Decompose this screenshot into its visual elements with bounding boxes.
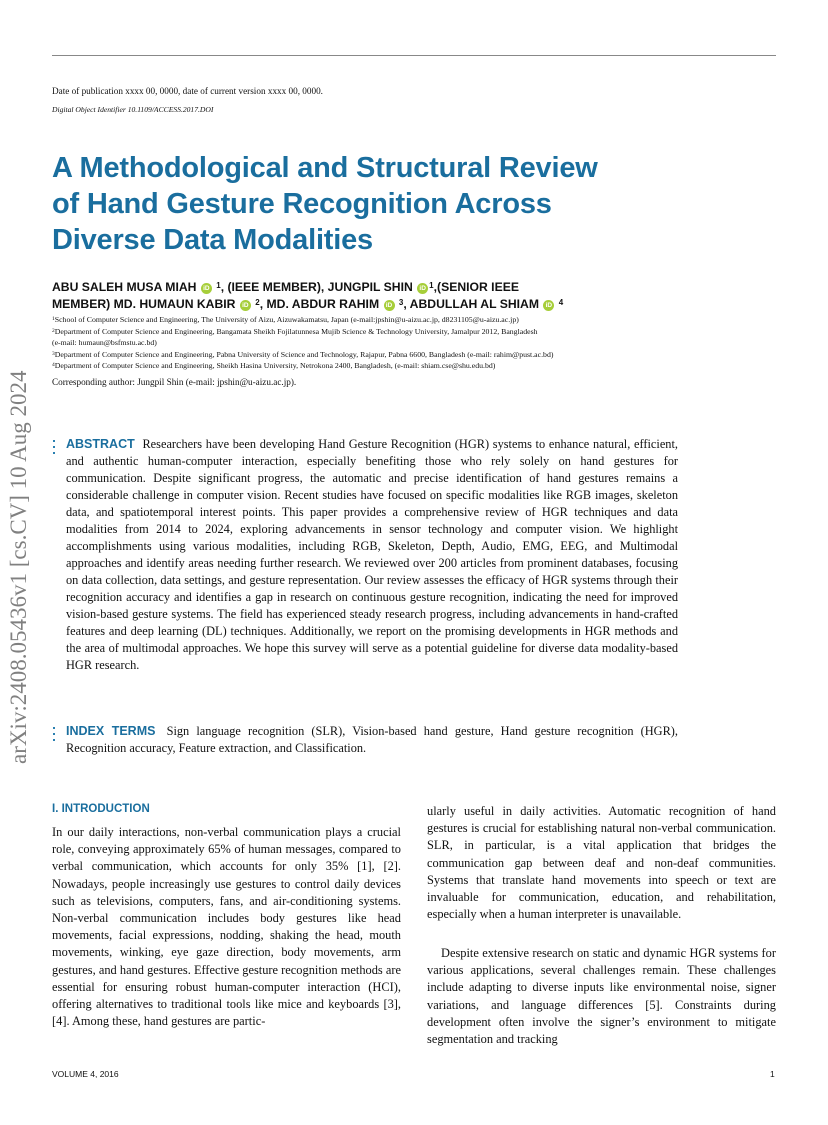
affiliation-num: 1	[52, 316, 55, 322]
author-name: , (IEEE MEMBER), JUNGPIL SHIN	[220, 280, 413, 294]
affiliation-2-cont: (e-mail: humaun@bsfmstu.ac.bd)	[52, 338, 157, 347]
affiliation-1	[52, 314, 776, 326]
orcid-icon[interactable]: iD	[543, 300, 554, 311]
orcid-icon[interactable]: iD	[417, 283, 428, 294]
author-list	[52, 279, 776, 313]
title-line-1: A Methodological and Structural Review	[52, 152, 598, 184]
affiliation-num: 3	[52, 350, 55, 357]
affiliation-3	[52, 349, 776, 361]
author-sup: 2	[255, 298, 260, 307]
abstract-dots	[53, 440, 56, 458]
footer-page-number: 1	[770, 1069, 775, 1079]
author-name: MEMBER) MD. HUMAUN KABIR	[52, 297, 236, 311]
intro-column-2-para-2: Despite extensive research on static and dynamic HGR systems for various applications, several challenges remain. These challenges include adapting to diverse inputs like environmental noise, signer variations, and language differences [5]. Constraints during development often involve the signer’s environment to mitigate segmentation and tracking	[427, 946, 776, 1047]
affiliation-num: 4	[52, 362, 55, 368]
orcid-icon[interactable]: iD	[240, 300, 251, 311]
orcid-icon[interactable]: iD	[384, 300, 395, 311]
intro-column-1: In our daily interactions, non-verbal communication plays a crucial role, conveying approximately 65% of human messages, compared to verbal communication, which accounts for only 35% [1], [2]. Nowadays, people increasingly use gestures to control daily devices such as televisions, computers, fans, and air-conditioning systems. Non-verbal communication includes body gestures like head movements, facial expressions, nodding, shaking the head, mouth movements, winking, eye gaze direction, body movements, arm gestures, and hand gestures. Effective gesture recognition methods are essential for ensuring robust human-computer interaction (HCI), offering alternatives to traditional tools like mice and keyboards [3], [4]. Among these, hand gestures are partic-	[52, 825, 401, 1029]
paper-title	[52, 150, 752, 258]
title-line-3: Diverse Data Modalities	[52, 224, 373, 256]
abstract	[66, 436, 678, 674]
abstract-label: ABSTRACT	[66, 437, 135, 451]
author-sup: 3	[398, 298, 404, 307]
intro-column-2-para-1: ularly useful in daily activities. Automatic recognition of hand gestures is crucial for establishing natural non-verbal communication. SLR, in particular, is a vital application that bridges the communication gap between deaf and non-deaf communities. Systems that translate hand movements into speech or text are invaluable for communication, education, and rehabilitation, especially when a human interpreter is unavailable.	[427, 804, 776, 922]
affiliation-text: Department of Computer Science and Engineering, Pabna University of Science and Technology, Rajapur, Pabna 6600, Bangladesh (e-mail: rahim@pust.ac.bd)	[54, 349, 554, 359]
author-name: ,(SENIOR IEEE	[433, 280, 519, 294]
affiliation-4	[52, 360, 776, 372]
header-rule	[52, 55, 776, 56]
index-dots	[53, 727, 56, 745]
affiliation-text: Department of Computer Science and Engineering, Sheikh Hasina University, Netrokona 2400, Bangladesh, (e-mail: shiam.cse@shu.edu.bd)	[54, 361, 496, 370]
affiliations	[52, 314, 776, 372]
orcid-icon[interactable]: iD	[201, 283, 212, 294]
author-name: , ABDULLAH AL SHIAM	[403, 297, 539, 311]
index-terms-text: Sign language recognition (SLR), Vision-based hand gesture, Hand gesture recognition (HGR), Recognition accuracy, Feature extraction, and Classification.	[66, 724, 678, 755]
corresponding-author: Corresponding author: Jungpil Shin (e-mail: jpshin@u-aizu.ac.jp).	[52, 377, 297, 387]
affiliation-num: 2	[52, 327, 55, 334]
author-name: ABU SALEH MUSA MIAH	[52, 280, 197, 294]
affiliation-text: Department of Computer Science and Engineering, Bangamata Sheikh Fojilatunnesa Mujib Science & Technology University, Jamalpur 2012, Bangladesh	[54, 326, 538, 336]
index-terms-label: INDEX TERMS	[66, 724, 156, 738]
doi-line: Digital Object Identifier 10.1109/ACCESS.2017.DOI	[52, 105, 214, 114]
footer-volume: VOLUME 4, 2016	[52, 1069, 119, 1079]
section-heading-introduction: I. INTRODUCTION	[52, 803, 150, 815]
affiliation-text: School of Computer Science and Engineering, The University of Aizu, Aizuwakamatsu, Japan (e-mail:jpshin@u-aizu.ac.jp, d8231105@u-aizu.ac.jp)	[54, 315, 519, 324]
publication-date: Date of publication xxxx 00, 0000, date of current version xxxx 00, 0000.	[52, 86, 323, 96]
author-sup: 4	[558, 298, 564, 307]
arxiv-stamp-wrap	[6, 280, 46, 790]
affiliation-2	[52, 326, 776, 338]
arxiv-stamp[interactable]: arXiv:2408.05436v1 [cs.CV] 10 Aug 2024	[6, 370, 31, 764]
index-terms	[66, 723, 678, 757]
author-sup: 1	[429, 281, 434, 290]
author-name: , MD. ABDUR RAHIM	[259, 297, 380, 311]
title-line-2: of Hand Gesture Recognition Across	[52, 188, 552, 220]
abstract-text: Researchers have been developing Hand Gesture Recognition (HGR) systems to enhance natural, efficient, and authentic human-computer interaction, especially benefiting those who rely solely on hand gestures for communication. Despite significant progress, the automatic and precise identification of hand gestures remains a considerable challenge in computer vision. Recent studies have focused on specific modalities like RGB images, skeleton data, and spatiotemporal interest points. This paper provides a comprehensive review of HGR techniques and data modalities from 2014 to 2024, exploring advancements in sensor technology and computer vision. We highlight accomplishments using various modalities, including RGB, Skeleton, Depth, Audio, EMG, EEG, and Multimodal approaches and identify areas needing further research. We reviewed over 200 articles from prominent databases, focusing on data collection, data settings, and gesture representation. Our review assesses the efficacy of HGR systems through their recognition accuracy and identifies a gap in research on continuous gesture recognition, indicating the need for improved vision-based gesture systems. The field has experienced steady research progress, including advancements in hand-crafted features and deep learning (DL) techniques. Additionally, we report on the promising developments in HGR methods and the area of multimodal approaches. We hope this survey will serve as a potential guideline for diverse data modality-based HGR research.	[66, 437, 678, 672]
author-sup: 1	[216, 281, 221, 290]
